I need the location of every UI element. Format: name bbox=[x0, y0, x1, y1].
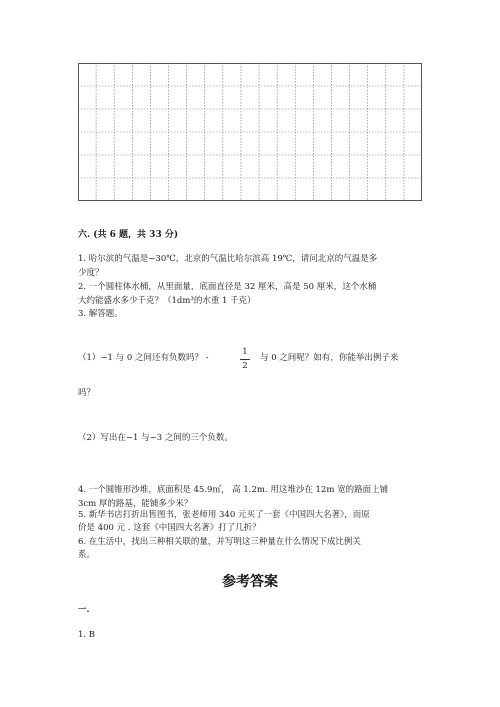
fraction-numerator: 1 bbox=[242, 347, 248, 357]
section-heading: 六. (共 6 题，共 33 分) bbox=[78, 230, 179, 240]
question-4-line-2: 3cm 厚的路基，能铺多少米？ bbox=[78, 499, 193, 509]
question-2-line-1: 2. 一个圆柱体水桶，从里面量，底面直径是 32 厘米，高是 50 厘米，这个水桶 bbox=[78, 282, 377, 292]
question-5-line-2: 价是 400 元 . 这套《中国四大名著》打了几折？ bbox=[78, 523, 261, 533]
answer-writing-grid bbox=[78, 63, 422, 201]
answers-title: 参考答案 bbox=[222, 574, 278, 590]
question-6-line-1: 6. 在生活中，找出三种相关联的量，并写明这三种量在什么情况下成比例关 bbox=[78, 537, 361, 547]
question-3-label: 3. 解答题。 bbox=[78, 309, 123, 319]
answer-1: 1. B bbox=[78, 630, 96, 640]
question-2-line-2: 大约能盛水多少千克？（1dm³的水重 1 千克） bbox=[78, 296, 256, 306]
question-1-line-1: 1. 哈尔滨的气温是−30℃，北京的气温比哈尔滨高 19℃，请问北京的气温是多 bbox=[78, 254, 378, 264]
question-3-part-1-after: 与 0 之间呢？如有，你能举出例子来 bbox=[260, 353, 399, 363]
question-4-line-1: 4. 一个圆锥形沙堆，底面积是 45.9㎡， 高 1.2m. 用这堆沙在 12m 宽的路面上铺 bbox=[78, 485, 389, 495]
fraction-one-half bbox=[240, 347, 250, 372]
question-6-line-2: 系。 bbox=[78, 550, 96, 560]
question-3-part-1-before: （1）−1 与 0 之间还有负数吗？ - bbox=[78, 353, 209, 363]
fraction-bar bbox=[240, 359, 250, 360]
grid-lines bbox=[78, 63, 422, 201]
question-3-part-2: （2）写出在−1 与−3 之间的三个负数。 bbox=[78, 433, 233, 443]
answers-part-one: 一. bbox=[78, 605, 90, 615]
question-3-part-1-continued: 吗？ bbox=[78, 388, 96, 398]
fraction-denominator: 2 bbox=[242, 361, 248, 371]
question-5-line-1: 5. 新华书店打折出售图书，张老师用 340 元买了一套《中国四大名著》，而原 bbox=[78, 510, 370, 520]
question-1-line-2: 少度？ bbox=[78, 268, 104, 278]
